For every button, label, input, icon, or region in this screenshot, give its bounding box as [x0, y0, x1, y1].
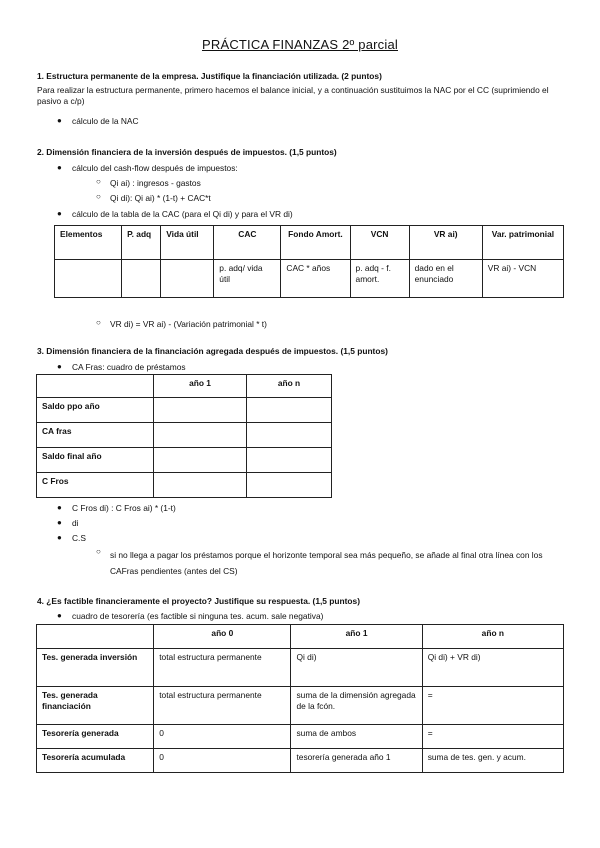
prestamos-table [36, 374, 332, 498]
cac-cell: p. adq/ vida útil [214, 260, 281, 298]
section-1-bullet [57, 116, 139, 127]
row-label: Tesorería acumulada [37, 749, 154, 773]
cac-cell [55, 260, 122, 298]
tesoreria-cell: suma de tes. gen. y acum. [422, 749, 563, 773]
table-row [55, 260, 564, 298]
cac-cell [161, 260, 214, 298]
bullet-text: cálculo de la tabla de la CAC (para el Qi di) y para el VR di) [72, 209, 293, 219]
table-row [37, 687, 564, 725]
tesoreria-cell: total estructura permanente [154, 649, 291, 687]
tesoreria-header: año 1 [291, 625, 422, 649]
bullet-dot-icon: ● [57, 362, 62, 371]
bullet-dot-icon: ● [57, 533, 62, 542]
table-row [37, 448, 332, 473]
cac-header: Fondo Amort. [281, 226, 350, 260]
prestamos-cell [154, 448, 247, 473]
cac-header: CAC [214, 226, 281, 260]
cac-header: VCN [350, 226, 409, 260]
table-row [37, 473, 332, 498]
bullet-text: si no llega a pagar los préstamos porque el horizonte temporal sea más pequeño, se añade al final otra línea con los CAFras pendientes (antes del CS) [110, 550, 543, 576]
cac-header: Var. patrimonial [482, 226, 563, 260]
cac-header: Vida útil [161, 226, 214, 260]
tesoreria-cell: tesorería generada año 1 [291, 749, 422, 773]
tesoreria-cell: suma de la dimensión agregada de la fcón. [291, 687, 422, 725]
cac-cell: CAC * años [281, 260, 350, 298]
section-2-sub-2 [96, 192, 211, 204]
table-row [37, 398, 332, 423]
prestamos-header: año n [247, 375, 332, 398]
row-label: CA fras [37, 423, 154, 448]
prestamos-cell [247, 398, 332, 423]
cac-table [54, 225, 564, 298]
section-3-heading: 3. Dimensión financiera de la financiación agregada después de impuestos. (1,5 puntos) [37, 346, 388, 356]
table-row [37, 649, 564, 687]
section-3-bullet-1 [57, 362, 186, 373]
prestamos-header [37, 375, 154, 398]
bullet-text: Qi di): Qi ai) * (1-t) + CAC*t [110, 193, 211, 203]
section-3-bullet-4 [57, 533, 86, 544]
bullet-circle-icon: ○ [96, 318, 101, 327]
bullet-text: di [72, 518, 79, 528]
cac-header: VR ai) [409, 226, 482, 260]
section-1-heading: 1. Estructura permanente de la empresa. Justifique la financiación utilizada. (2 puntos) [37, 71, 382, 81]
bullet-text: cálculo de la NAC [72, 116, 139, 126]
bullet-text: cuadro de tesorería (es factible si ninguna tes. acum. sale negativa) [72, 611, 324, 621]
prestamos-cell [247, 448, 332, 473]
bullet-dot-icon: ● [57, 503, 62, 512]
section-2-bullet-1 [57, 163, 238, 174]
bullet-dot-icon: ● [57, 163, 62, 172]
prestamos-header: año 1 [154, 375, 247, 398]
cac-cell [122, 260, 161, 298]
table-row [37, 725, 564, 749]
cac-header: P. adq [122, 226, 161, 260]
bullet-text: Qi ai) : ingresos - gastos [110, 178, 201, 188]
section-3-bullet-2 [57, 503, 176, 514]
bullet-text: cálculo del cash-flow después de impuestos: [72, 163, 238, 173]
prestamos-cell [154, 423, 247, 448]
row-label: Tes. generada inversión [37, 649, 154, 687]
bullet-circle-icon: ○ [96, 192, 101, 201]
tesoreria-cell: 0 [154, 725, 291, 749]
section-2-sub-3 [96, 318, 267, 330]
section-4-heading: 4. ¿Es factible financieramente el proyecto? Justifique su respuesta. (1,5 puntos) [37, 596, 360, 606]
tesoreria-cell: Qi di) [291, 649, 422, 687]
tesoreria-cell: Qi di) + VR di) [422, 649, 563, 687]
tesoreria-cell: = [422, 725, 563, 749]
prestamos-cell [247, 473, 332, 498]
section-4-bullet-1 [57, 611, 324, 622]
bullet-dot-icon: ● [57, 209, 62, 218]
bullet-dot-icon: ● [57, 518, 62, 527]
bullet-text: C Fros di) : C Fros ai) * (1-t) [72, 503, 176, 513]
prestamos-cell [154, 473, 247, 498]
tesoreria-cell: suma de ambos [291, 725, 422, 749]
prestamos-cell [154, 398, 247, 423]
prestamos-cell [247, 423, 332, 448]
cac-header: Elementos [55, 226, 122, 260]
section-3-sub-1 [96, 547, 565, 579]
row-label: C Fros [37, 473, 154, 498]
tesoreria-header: año n [422, 625, 563, 649]
tesoreria-header [37, 625, 154, 649]
row-label: Saldo ppo año [37, 398, 154, 423]
table-row [37, 423, 332, 448]
tesoreria-header: año 0 [154, 625, 291, 649]
section-2-heading: 2. Dimensión financiera de la inversión después de impuestos. (1,5 puntos) [37, 147, 337, 157]
section-3-bullet-3 [57, 518, 79, 529]
section-2-bullet-2 [57, 209, 293, 220]
row-label: Saldo final año [37, 448, 154, 473]
tesoreria-cell: 0 [154, 749, 291, 773]
bullet-text: VR di) = VR ai) - (Variación patrimonial * t) [110, 319, 267, 329]
page-title: PRÁCTICA FINANZAS 2º parcial [201, 37, 398, 52]
bullet-dot-icon: ● [57, 116, 62, 125]
cac-cell: dado en el enunciado [409, 260, 482, 298]
bullet-dot-icon: ● [57, 611, 62, 620]
section-2-sub-1 [96, 177, 201, 189]
bullet-text: CA Fras: cuadro de préstamos [72, 362, 186, 372]
row-label: Tesorería generada [37, 725, 154, 749]
bullet-circle-icon: ○ [96, 547, 101, 556]
tesoreria-cell: = [422, 687, 563, 725]
cac-cell: p. adq - f. amort. [350, 260, 409, 298]
bullet-text: C.S [72, 533, 86, 543]
bullet-circle-icon: ○ [96, 177, 101, 186]
tesoreria-table [36, 624, 564, 773]
section-1-text: Para realizar la estructura permanente, primero hacemos el balance inicial, y a continuación sustituimos la NAC por el CC (suprimiendo el pasivo a c/p) [37, 85, 549, 107]
table-row [37, 749, 564, 773]
tesoreria-cell: total estructura permanente [154, 687, 291, 725]
cac-cell: VR ai) - VCN [482, 260, 563, 298]
row-label: Tes. generada financiación [37, 687, 154, 725]
